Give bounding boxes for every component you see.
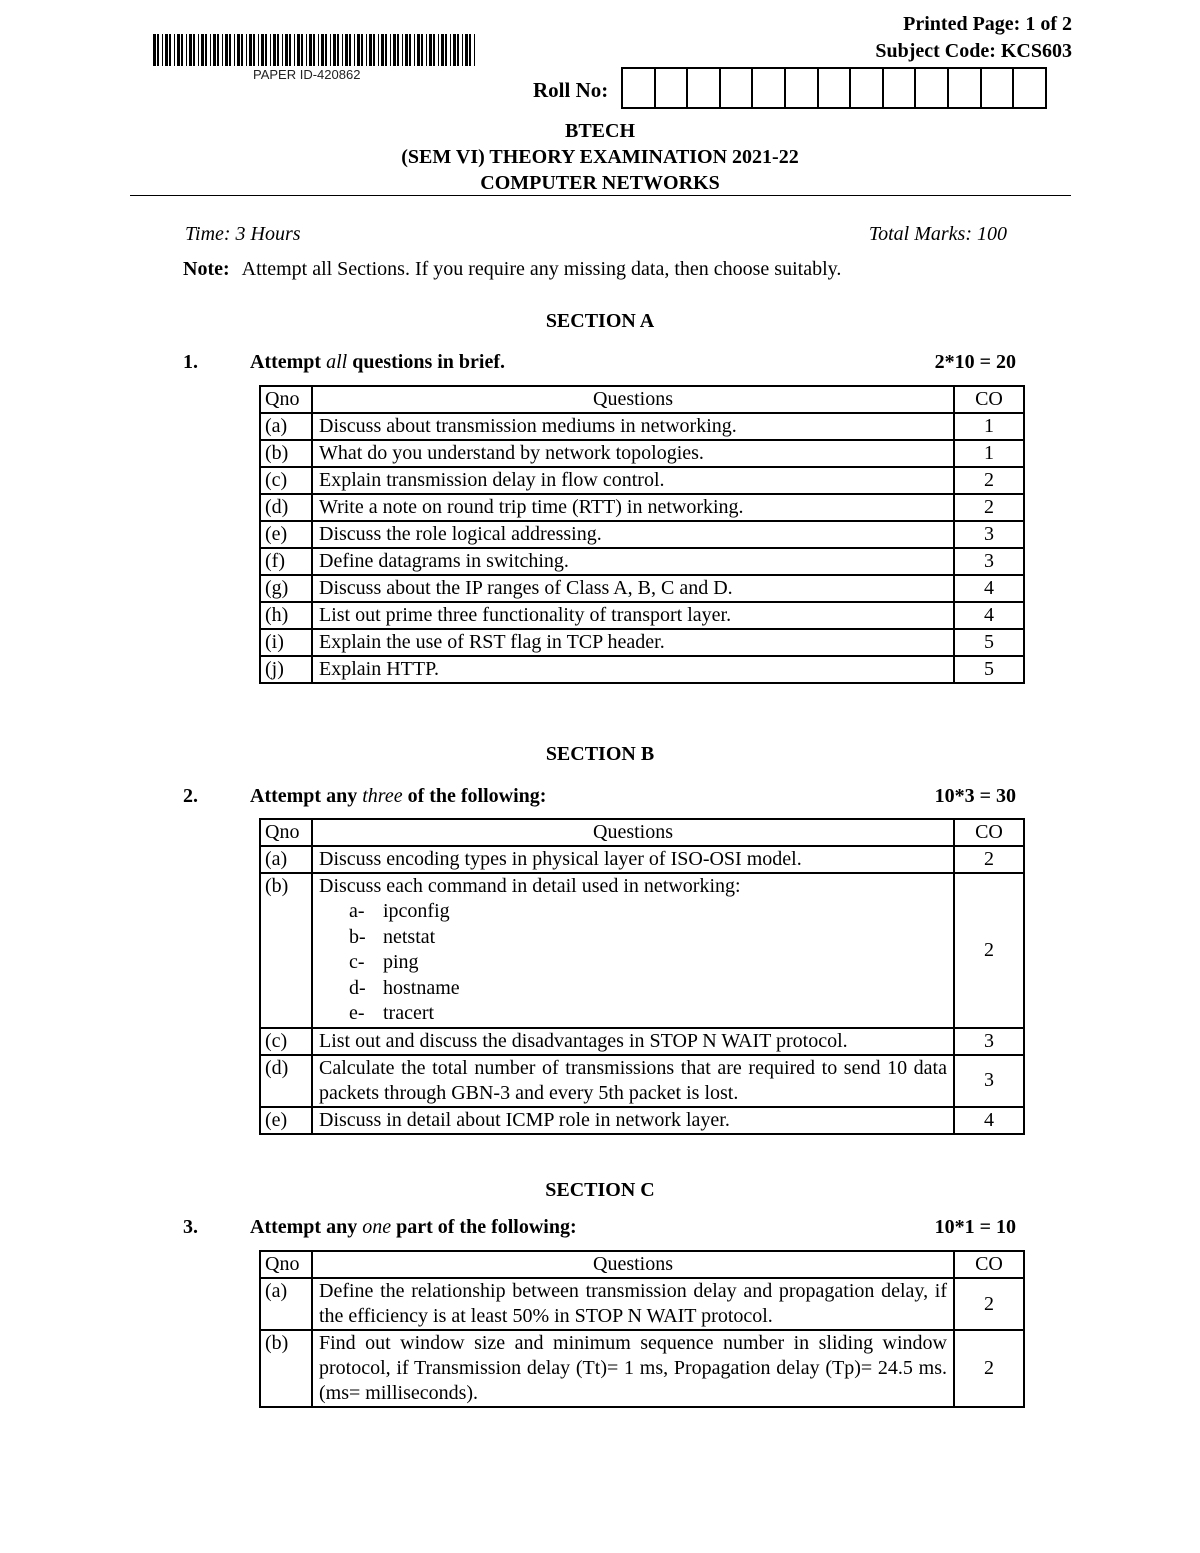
instruction-text: Attempt any [250, 1216, 358, 1238]
question-number: (d) [260, 494, 312, 521]
time-allowed: Time: 3 Hours [185, 223, 301, 245]
question-row [260, 602, 1024, 629]
instruction-text: Attempt [250, 351, 322, 373]
question-text: Explain transmission delay in flow control. [319, 469, 665, 491]
question-3-instruction [250, 1216, 577, 1239]
subject-title: COMPUTER NETWORKS [480, 172, 720, 194]
section-b-title: SECTION B [545, 743, 655, 765]
course-outcome: 2 [954, 1330, 1024, 1407]
question-text-cell [312, 548, 954, 575]
exam-title: (SEM VI) THEORY EXAMINATION 2021-22 [401, 146, 799, 168]
question-number: (e) [260, 1107, 312, 1134]
roll-no-box[interactable] [884, 69, 917, 107]
question-text: Discuss about transmission mediums in networking. [319, 415, 737, 437]
question-number: (j) [260, 656, 312, 683]
question-1-number: 1. [183, 351, 198, 373]
question-text-cell [312, 1107, 954, 1134]
question-row [260, 440, 1024, 467]
subject-code: Subject Code: KCS603 [875, 40, 1072, 62]
question-number: (b) [260, 1330, 312, 1407]
question-row [260, 575, 1024, 602]
course-outcome: 5 [954, 629, 1024, 656]
question-text-cell [312, 1055, 954, 1107]
header-divider [130, 195, 1071, 196]
instruction-text: Attempt any [250, 785, 358, 807]
sub-item-label: a- [349, 900, 365, 922]
sub-item-label: b- [349, 925, 366, 948]
question-text: Explain the use of RST flag in TCP header. [319, 631, 665, 653]
program-title: BTECH [564, 120, 636, 142]
question-text-cell [312, 656, 954, 683]
note-label: Note: [183, 258, 230, 280]
question-number: (a) [260, 1278, 312, 1330]
course-outcome: 4 [954, 1107, 1024, 1134]
qno-header: Qno [260, 1251, 312, 1278]
question-text: List out and discuss the disadvantages in STOP N WAIT protocol. [319, 1029, 848, 1052]
course-outcome: 1 [954, 413, 1024, 440]
roll-no-box[interactable] [1014, 69, 1047, 107]
course-outcome: 2 [954, 467, 1024, 494]
question-number: (g) [260, 575, 312, 602]
question-text: Discuss in detail about ICMP role in network layer. [319, 1108, 730, 1131]
question-text-cell [312, 413, 954, 440]
paper-id: PAPER ID-420862 [253, 67, 361, 82]
question-3-number: 3. [183, 1216, 198, 1238]
section-c-title: SECTION C [545, 1179, 655, 1201]
roll-no-box[interactable] [982, 69, 1015, 107]
roll-no-box[interactable] [949, 69, 982, 107]
instruction-emphasis: all [326, 351, 348, 373]
course-outcome: 5 [954, 656, 1024, 683]
question-number: (h) [260, 602, 312, 629]
question-number: (i) [260, 629, 312, 656]
question-row [260, 1278, 1024, 1330]
question-text: Discuss each command in detail used in networking: [319, 875, 741, 897]
question-row [260, 873, 1024, 1028]
section-b-table [259, 818, 1025, 1135]
question-row [260, 1330, 1024, 1407]
question-row [260, 846, 1024, 873]
roll-no-box[interactable] [623, 69, 656, 107]
question-row [260, 521, 1024, 548]
roll-no-box[interactable] [721, 69, 754, 107]
question-number: (c) [260, 467, 312, 494]
qno-header: Qno [260, 386, 312, 413]
course-outcome: 4 [954, 575, 1024, 602]
question-text: Discuss encoding types in physical layer of ISO-OSI model. [319, 848, 802, 870]
sub-item-text: ipconfig [383, 900, 450, 922]
sub-item-label: c- [349, 951, 365, 973]
question-row [260, 494, 1024, 521]
question-text: Calculate the total number of transmissions that are required to send 10 data packets through GBN-3 and every 5th packet is lost. [319, 1056, 947, 1104]
table-header-row [260, 1251, 1024, 1278]
roll-no-box[interactable] [786, 69, 819, 107]
question-text-cell [312, 602, 954, 629]
questions-header: Questions [312, 386, 954, 413]
qno-header: Qno [260, 819, 312, 846]
course-outcome: 2 [954, 494, 1024, 521]
question-row [260, 548, 1024, 575]
questions-header: Questions [312, 819, 954, 846]
roll-no-box[interactable] [656, 69, 689, 107]
roll-no-box[interactable] [819, 69, 852, 107]
roll-no-box[interactable] [753, 69, 786, 107]
instruction-text: part of the following: [396, 1216, 577, 1238]
question-row [260, 1055, 1024, 1107]
barcode [153, 34, 479, 66]
question-text: Discuss the role logical addressing. [319, 523, 602, 545]
question-text-cell [312, 846, 954, 873]
question-text: Discuss about the IP ranges of Class A, B, C and D. [319, 577, 733, 599]
question-text-cell [312, 575, 954, 602]
questions-header: Questions [312, 1251, 954, 1278]
question-text-cell [312, 1330, 954, 1407]
roll-no-label: Roll No: [533, 78, 609, 102]
question-number: (b) [260, 440, 312, 467]
question-1-instruction [250, 351, 505, 374]
question-2-instruction [250, 785, 546, 808]
question-text: Define the relationship between transmission delay and propagation delay, if the efficiency is at least 50% in STOP N WAIT protocol. [319, 1280, 947, 1327]
question-row [260, 656, 1024, 683]
question-number: (b) [260, 873, 312, 1028]
question-text-cell [312, 1278, 954, 1330]
question-1-marks: 2*10 = 20 [934, 351, 1016, 373]
course-outcome: 3 [954, 548, 1024, 575]
instruction-emphasis: one [362, 1216, 392, 1238]
question-text-cell [312, 1028, 954, 1055]
sub-item [349, 950, 947, 976]
sub-item-label: d- [349, 976, 366, 999]
question-number: (d) [260, 1055, 312, 1107]
course-outcome: 2 [954, 846, 1024, 873]
co-header: CO [954, 819, 1024, 846]
roll-no-boxes[interactable] [621, 67, 1047, 109]
question-3-marks: 10*1 = 10 [934, 1216, 1016, 1238]
question-text-cell [312, 467, 954, 494]
question-row [260, 467, 1024, 494]
table-header-row [260, 819, 1024, 846]
sub-item [349, 925, 947, 951]
question-row [260, 413, 1024, 440]
question-text: List out prime three functionality of transport layer. [319, 604, 732, 626]
co-header: CO [954, 386, 1024, 413]
question-number: (a) [260, 413, 312, 440]
instruction-emphasis: three [362, 785, 403, 807]
section-c-table [259, 1250, 1025, 1408]
sub-item-text: hostname [383, 976, 460, 999]
sub-item-list [319, 899, 947, 1027]
question-text-cell [312, 494, 954, 521]
instruction-text: questions in brief. [352, 351, 506, 373]
section-a-title: SECTION A [545, 310, 655, 332]
question-2-number: 2. [183, 785, 198, 807]
question-text-cell [312, 873, 954, 1028]
course-outcome: 3 [954, 521, 1024, 548]
instruction-text: of the following: [407, 785, 547, 807]
question-number: (f) [260, 548, 312, 575]
question-text-cell [312, 521, 954, 548]
note [183, 258, 841, 281]
question-number: (e) [260, 521, 312, 548]
course-outcome: 1 [954, 440, 1024, 467]
total-marks: Total Marks: 100 [868, 223, 1007, 245]
question-2-marks: 10*3 = 30 [934, 785, 1016, 807]
question-text: Define datagrams in switching. [319, 550, 569, 572]
question-text: What do you understand by network topologies. [319, 442, 704, 464]
question-text: Find out window size and minimum sequence number in sliding window protocol, if Transmission delay (Tt)= 1 ms, Propagation delay (Tp)= 24.5 ms. (ms= milliseconds). [319, 1332, 947, 1404]
course-outcome: 4 [954, 602, 1024, 629]
roll-no-box[interactable] [688, 69, 721, 107]
sub-item [349, 1001, 947, 1027]
roll-no-box[interactable] [916, 69, 949, 107]
question-text-cell [312, 629, 954, 656]
course-outcome: 2 [954, 1278, 1024, 1330]
co-header: CO [954, 1251, 1024, 1278]
sub-item-text: netstat [383, 925, 436, 948]
question-row [260, 629, 1024, 656]
sub-item [349, 899, 947, 925]
question-text: Write a note on round trip time (RTT) in networking. [319, 496, 744, 518]
printed-page: Printed Page: 1 of 2 [903, 13, 1072, 35]
sub-item-text: tracert [383, 1002, 435, 1024]
section-a-table [259, 385, 1025, 684]
question-text-cell [312, 440, 954, 467]
question-text: Explain HTTP. [319, 658, 439, 680]
course-outcome: 3 [954, 1055, 1024, 1107]
table-header-row [260, 386, 1024, 413]
question-row [260, 1028, 1024, 1055]
note-text: Attempt all Sections. If you require any missing data, then choose suitably. [241, 258, 842, 280]
course-outcome: 2 [954, 873, 1024, 1028]
sub-item [349, 976, 947, 1002]
sub-item-label: e- [349, 1002, 365, 1024]
question-row [260, 1107, 1024, 1134]
question-number: (a) [260, 846, 312, 873]
sub-item-text: ping [383, 951, 419, 973]
course-outcome: 3 [954, 1028, 1024, 1055]
question-number: (c) [260, 1028, 312, 1055]
roll-no-box[interactable] [851, 69, 884, 107]
